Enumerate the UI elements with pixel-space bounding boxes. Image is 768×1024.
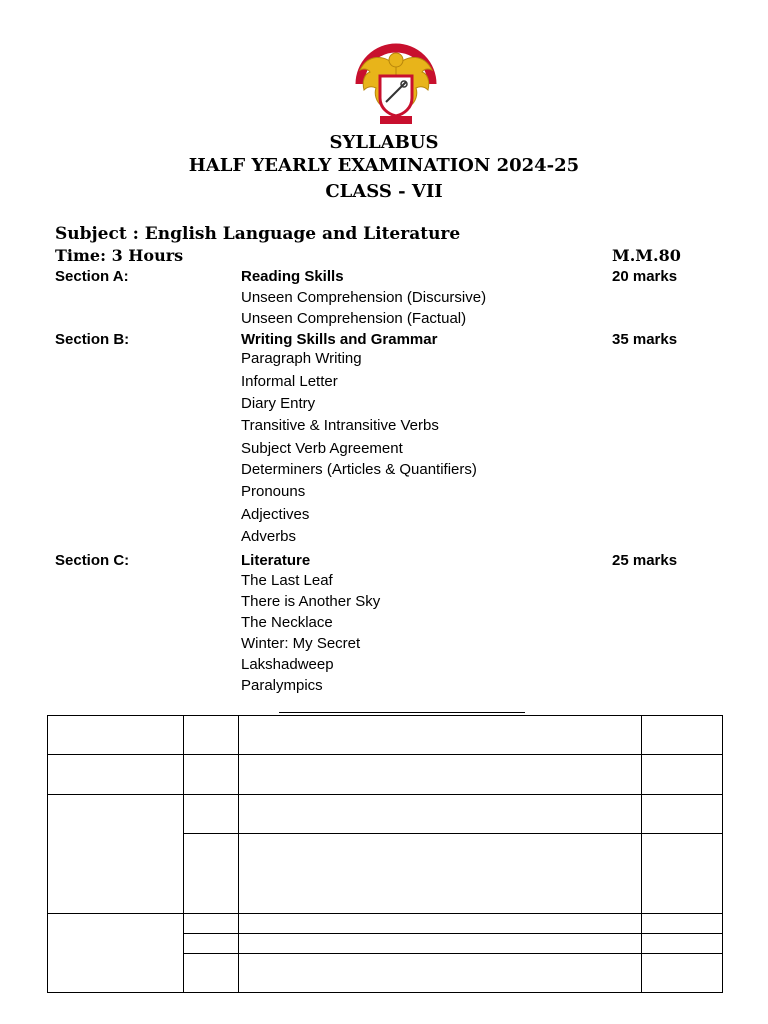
motto-ribbon: [380, 116, 412, 124]
table-cell: [239, 716, 642, 755]
table-cell: [48, 755, 184, 795]
school-crest-logo: [346, 36, 446, 128]
table-cell: [239, 954, 642, 993]
table-cell: [239, 795, 642, 834]
list-item: Paralympics: [241, 677, 323, 694]
section-a-label: Section A:: [55, 268, 129, 285]
table-cell: [239, 914, 642, 934]
table-row: [48, 914, 723, 934]
table-cell: [184, 834, 239, 914]
list-item: The Necklace: [241, 614, 333, 631]
table-cell: [642, 914, 723, 934]
table-cell: [642, 934, 723, 954]
table-cell: [184, 716, 239, 755]
time-line: Time: 3 Hours: [55, 246, 184, 265]
table-cell: [642, 795, 723, 834]
table-cell: [184, 934, 239, 954]
section-divider: [279, 712, 525, 713]
section-c-marks: 25 marks: [612, 552, 678, 569]
section-b-label: Section B:: [55, 331, 130, 348]
table-cell: [642, 954, 723, 993]
document-title: SYLLABUS: [329, 132, 439, 153]
table-cell: [642, 716, 723, 755]
list-item: Subject Verb Agreement: [241, 440, 403, 457]
list-item: Unseen Comprehension (Factual): [241, 310, 467, 327]
table-cell: [184, 795, 239, 834]
list-item: Pronouns: [241, 483, 306, 500]
table-row: [48, 795, 723, 834]
table-cell: [184, 914, 239, 934]
list-item: Adjectives: [241, 506, 310, 523]
crest-shield: [380, 76, 412, 116]
list-item: Adverbs: [241, 528, 297, 545]
section-b-marks: 35 marks: [612, 331, 678, 348]
table-row: [48, 755, 723, 795]
blank-grid-table: [47, 715, 723, 993]
table-cell: [184, 954, 239, 993]
eagle-head: [389, 53, 403, 67]
table-cell: [642, 755, 723, 795]
table-cell: [48, 795, 184, 914]
table-cell: [239, 755, 642, 795]
list-item: The Last Leaf: [241, 572, 333, 589]
list-item: Winter: My Secret: [241, 635, 361, 652]
section-a-heading: Reading Skills: [241, 268, 344, 285]
table-cell: [239, 834, 642, 914]
list-item: There is Another Sky: [241, 593, 381, 610]
table-cell: [48, 716, 184, 755]
max-marks: M.M.80: [612, 246, 681, 265]
list-item: Diary Entry: [241, 395, 316, 412]
table-cell: [184, 755, 239, 795]
section-c-heading: Literature: [241, 552, 311, 569]
table-row: [48, 716, 723, 755]
class-title: CLASS - VII: [325, 181, 443, 202]
table-cell: [48, 914, 184, 993]
table-cell: [239, 934, 642, 954]
exam-title: HALF YEARLY EXAMINATION 2024-25: [188, 155, 580, 176]
list-item: Lakshadweep: [241, 656, 334, 673]
section-b-heading: Writing Skills and Grammar: [241, 331, 438, 348]
list-item: Transitive & Intransitive Verbs: [241, 417, 439, 434]
list-item: Unseen Comprehension (Discursive): [241, 289, 487, 306]
subject-line: Subject : English Language and Literature: [55, 224, 461, 244]
table-cell: [642, 834, 723, 914]
section-c-label: Section C:: [55, 552, 130, 569]
section-a-marks: 20 marks: [612, 268, 678, 285]
list-item: Informal Letter: [241, 373, 338, 390]
list-item: Determiners (Articles & Quantifiers): [241, 461, 477, 478]
list-item: Paragraph Writing: [241, 350, 362, 367]
